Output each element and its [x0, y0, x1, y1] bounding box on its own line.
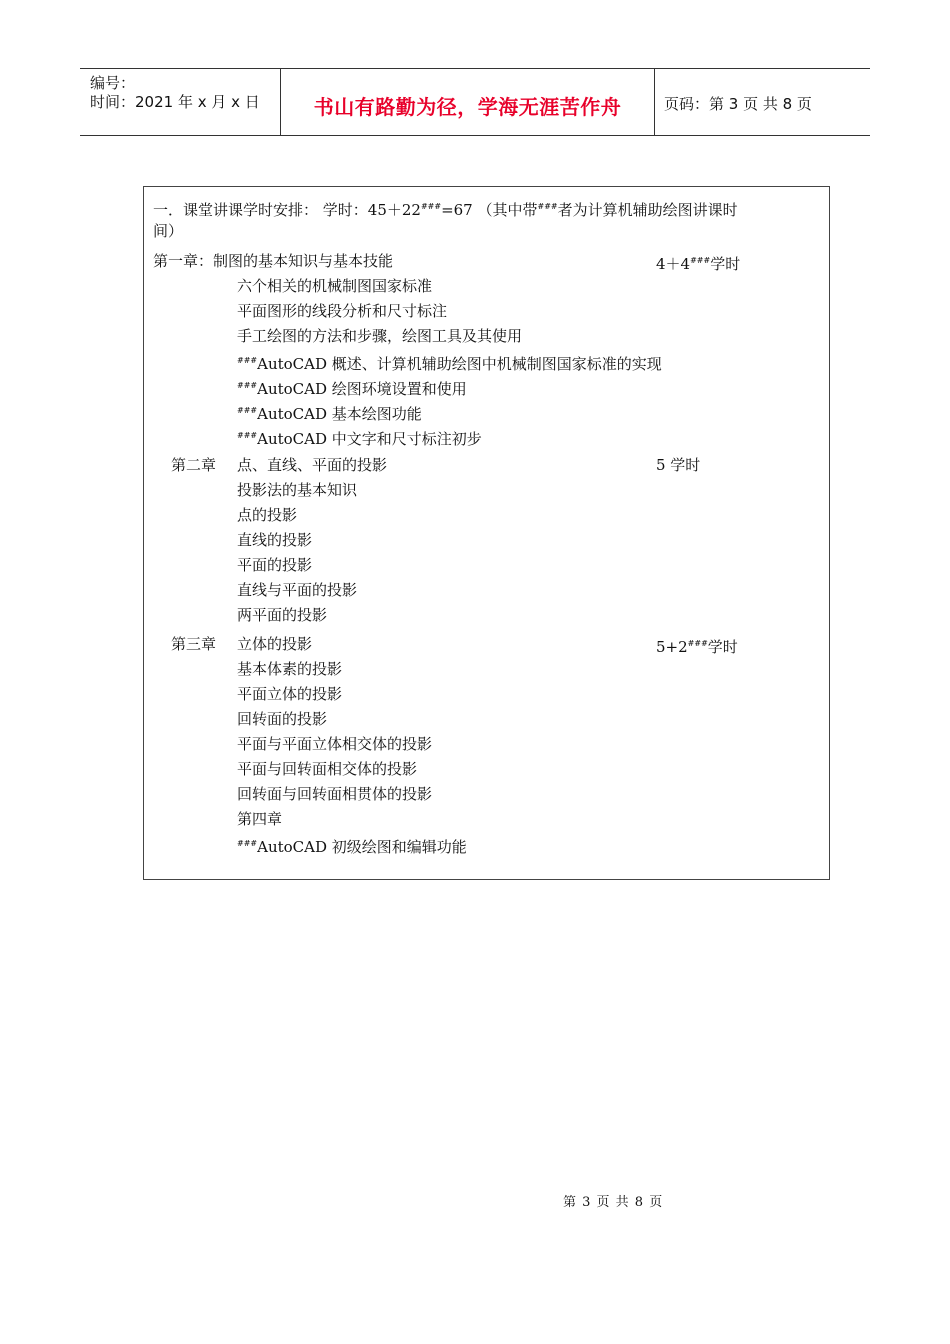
list-item-cad [237, 351, 662, 374]
page-footer: 第 3 页 共 8 页 [563, 1195, 664, 1210]
document-header [80, 68, 870, 136]
list-item-cad [237, 376, 467, 399]
chapter1-hours [656, 251, 740, 274]
list-item-text: AutoCAD 初级绘图和编辑功能 [257, 838, 467, 856]
list-item-cad [237, 401, 422, 424]
list-item-cad [237, 834, 467, 857]
list-item: 基本体素的投影 [237, 660, 343, 678]
cad-marker: ### [420, 202, 442, 211]
chapter2-hours: 5 学时 [656, 456, 701, 474]
list-item: 平面的投影 [237, 556, 313, 574]
chapter3-hours [656, 634, 738, 657]
page-info: 页码：第 3 页 共 8 页 [664, 95, 812, 113]
list-item: 点的投影 [237, 506, 298, 524]
cad-marker: ### [237, 839, 258, 848]
list-item: 两平面的投影 [237, 606, 328, 624]
list-item: 直线与平面的投影 [237, 581, 358, 599]
list-item: 回转面与回转面相贯体的投影 [237, 785, 433, 803]
intro-suffix-pre: =67 （其中带 [441, 201, 538, 219]
chapter3-title: 立体的投影 [237, 635, 313, 653]
list-item: 平面与回转面相交体的投影 [237, 760, 418, 778]
list-item: 回转面的投影 [237, 710, 328, 728]
list-item: 手工绘图的方法和步骤，绘图工具及其使用 [237, 327, 523, 345]
chapter3-hours-value: 5+2 [656, 638, 688, 656]
list-item-text: AutoCAD 中文字和尺寸标注初步 [257, 430, 482, 448]
motto: 书山有路勤为径，学海无涯苦作舟 [313, 95, 622, 119]
chapter1-title: 第一章：制图的基本知识与基本技能 [153, 252, 394, 270]
list-item: 直线的投影 [237, 531, 313, 549]
header-page-cell [655, 69, 870, 135]
number-label: 编号： [90, 74, 136, 92]
cad-marker: ### [537, 202, 558, 211]
list-item: 平面图形的线段分析和尺寸标注 [237, 302, 448, 320]
chapter3-label: 第三章 [171, 635, 217, 653]
cad-marker: ### [690, 256, 711, 265]
list-item: 平面与平面立体相交体的投影 [237, 735, 433, 753]
chapter1-hours-value: 4＋4 [656, 255, 691, 273]
list-item: 平面立体的投影 [237, 685, 343, 703]
cad-marker: ### [237, 406, 258, 415]
list-item: 投影法的基本知识 [237, 481, 358, 499]
time-label: 时间：2021 年 x 月 x 日 [90, 93, 260, 111]
cad-marker: ### [687, 639, 708, 648]
list-item-cad [237, 426, 482, 449]
header-motto-cell [281, 69, 655, 135]
cad-marker: ### [237, 381, 258, 390]
chapter4-label: 第四章 [237, 810, 283, 828]
intro-line-2: 间） [153, 222, 184, 240]
chapter3-hours-unit: 学时 [707, 638, 738, 656]
intro-suffix-post: 者为计算机辅助绘图讲课时 [557, 201, 738, 219]
list-item: 六个相关的机械制图国家标准 [237, 277, 433, 295]
chapter1-hours-unit: 学时 [710, 255, 741, 273]
cad-marker: ### [237, 431, 258, 440]
schedule-box [143, 186, 830, 880]
list-item-text: AutoCAD 概述、计算机辅助绘图中机械制图国家标准的实现 [257, 355, 662, 373]
list-item-text: AutoCAD 基本绘图功能 [257, 405, 422, 423]
intro-prefix: 一．课堂讲课学时安排： 学时：45＋22 [153, 201, 421, 219]
chapter2-title: 点、直线、平面的投影 [237, 456, 388, 474]
chapter2-label: 第二章 [171, 456, 217, 474]
header-meta-cell [80, 69, 281, 135]
intro-line [153, 197, 738, 220]
list-item-text: AutoCAD 绘图环境设置和使用 [257, 380, 467, 398]
cad-marker: ### [237, 356, 258, 365]
